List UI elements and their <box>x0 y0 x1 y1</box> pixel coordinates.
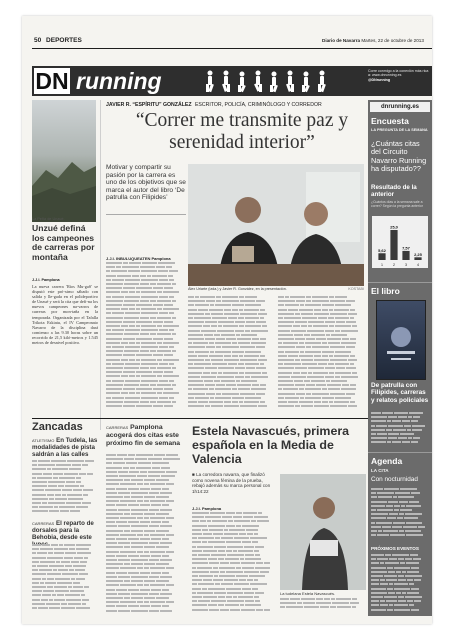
estela-headline: Estela Navascués, primera española en la Media de Valencia <box>192 424 350 466</box>
poll-category-label: 2 <box>392 262 396 267</box>
sidebar <box>368 100 432 616</box>
photo-caption-text: Álex Uriarte (izda.) y Javier R. González, en la presentación. <box>188 287 287 291</box>
folio-right <box>322 38 432 43</box>
issue-date: Martes, 22 de octubre de 2013 <box>361 38 424 43</box>
estela-byline: J.J.I. Pamplona <box>192 506 222 511</box>
estela-bullet <box>192 472 276 494</box>
mountain-photo-icon <box>32 100 96 222</box>
resultado-title: Resultado de la anterior <box>371 184 417 198</box>
proximos-body <box>371 554 429 614</box>
left-story-photo <box>32 100 96 222</box>
interview-role: ESCRITOR, POLICÍA, CRIMINÓLOGO Y CORREDOR <box>194 102 322 108</box>
interview-body-byline: J.J.I. INBULUQUEATEN Pamplona <box>106 256 171 261</box>
interview-byline <box>106 102 366 108</box>
interview-deck: Motivar y compartir su pasión por la carrera es uno de los objetivos que se marca el autor del libro ‘De patrulla con Filipides’ <box>106 164 186 202</box>
encuesta-subtitle: LA PREGUNTA DE LA SEMANA <box>371 128 428 132</box>
poll-bar-label: 5,62 <box>378 247 386 253</box>
sidebar-site: dnrunning.es <box>370 102 430 112</box>
masthead-twitter: @DNrunning <box>368 77 391 82</box>
poll-category-label: 3 <box>404 262 408 267</box>
estela-photo <box>280 474 366 590</box>
poll-bar-label: 2,25 <box>414 251 422 257</box>
zancadas-item1-title: En Tudela, las modalidades de pista saldrán a las calles <box>32 437 98 458</box>
left-story-body: La nueva carrera 'Ríos Mu-gaS' se disputó este pró-ximo sábado con salida y lle-gada en el polideportivo de Unzué y será la cita que defi-na los nuevos campeones na-varros de carreras por mon-taña en la temporada. Organizada por el Tafalla Trikota Eskiatu, el IV Campeonato Navarro de la disciplina dará comienzo a las 9.30 horas sobre un recorrido de 21,5 kiló-metros y 1.545 metros de desnivel positivo. <box>32 284 98 346</box>
chart-background <box>372 216 428 268</box>
zancadas-item1 <box>32 437 98 458</box>
dn-logo: DN <box>35 68 69 94</box>
book-cover-icon <box>377 301 425 379</box>
zancadas-item1-lead: ATLETISMO <box>32 438 55 443</box>
interview-photo <box>188 164 364 286</box>
interview-quote-headline: “Correr me transmite paz y serenidad interior” <box>135 110 349 153</box>
running-logo: running <box>76 68 162 94</box>
column-divider <box>100 100 101 430</box>
poll-bar <box>378 253 385 260</box>
section-name: DEPORTES <box>46 37 82 44</box>
sidebar-rule-2 <box>368 452 432 453</box>
bullet-icon: ■ <box>192 472 197 477</box>
agenda-body <box>371 488 429 540</box>
interview-photo-caption <box>188 287 364 291</box>
poll-category-label: 4 <box>416 262 420 267</box>
zancadas-item2-title: El reparto de dorsales para la Behobia, desde este <box>32 520 94 541</box>
libro-body <box>371 412 429 448</box>
page-number: 50 <box>34 37 42 44</box>
estela-body-col2 <box>280 598 366 614</box>
libro-text: De patrulla con Filipides, carreras y relatos policiales <box>371 382 429 404</box>
top-rule <box>32 48 432 49</box>
carreras-title: acogerá dos citas este próximo fin de semana <box>106 431 181 447</box>
carreras-body <box>106 454 186 614</box>
la-cita: LA CITA <box>371 468 389 473</box>
encuesta-title: Encuesta <box>371 116 409 126</box>
interview-author: JAVIER R. “ESPÍRITU” GONZÁLEZ <box>106 102 192 108</box>
poll-bar <box>390 230 397 260</box>
sidebar-rule <box>368 282 432 283</box>
interview-body-col2 <box>188 296 274 412</box>
poll-bar <box>402 251 409 260</box>
bottom-section-rule <box>32 418 368 419</box>
estela-bullet-text: La corredora navarra, que finalizó como novena fémina de la prueba, rebajó además su marca personal con 1h14:22 <box>192 472 271 494</box>
estela-photo-caption: La tudelana Estela Navascués. <box>280 591 336 596</box>
zancadas-item1-body <box>32 460 98 516</box>
deck-rule <box>106 214 186 215</box>
interview-body-col1 <box>106 262 186 412</box>
poll-bar-label: 7,57 <box>402 245 410 251</box>
photo-credit: KOSTABI <box>348 287 364 291</box>
proximos-eventos: PRÓXIMOS EVENTOS <box>371 546 419 551</box>
agenda-title: Agenda <box>371 456 403 466</box>
carreras-headline <box>106 424 186 447</box>
libro-title: El libro <box>371 286 400 296</box>
nocturnidad-title: Con nocturnidad <box>371 476 418 483</box>
chart-note: ¿Cuántos días a la semana sale a correr? Según la pregunta anterior <box>371 200 423 209</box>
estela-body-col1 <box>192 512 276 614</box>
two-people-photo-icon <box>188 164 364 286</box>
newspaper-page <box>22 16 432 624</box>
zancadas-item2-lead: CARRERAS <box>32 521 55 526</box>
folio-left <box>34 37 82 44</box>
zancadas-title: Zancadas <box>32 421 83 433</box>
left-story-title: Unzué definá los campeones de carreras por montaña <box>32 223 95 262</box>
poll-bar-label: 25,0 <box>390 224 398 230</box>
runners-silhouette-icon <box>204 69 332 93</box>
paper-name: Diario de Navarra <box>322 38 361 43</box>
poll-category-label: 1 <box>380 262 384 267</box>
zancadas-item2-body <box>32 544 98 614</box>
carreras-lead: CARRERAS <box>106 425 129 430</box>
masthead-promo <box>368 69 430 82</box>
left-story-byline: J.J.I. Pamplona <box>32 278 60 282</box>
encuesta-question: ¿Cuántas citas del Circuito Navarro Running ha disputado?? <box>371 139 427 173</box>
book-cover-image <box>376 300 426 380</box>
left-photo-caption: La Peña de Unzué. <box>32 217 65 221</box>
poll-bar <box>414 257 421 260</box>
poll-bar-chart <box>372 216 428 268</box>
interview-body-col3 <box>278 296 364 412</box>
carreras-place: Pamplona <box>130 424 163 431</box>
runner-photo-icon <box>280 474 366 590</box>
masthead-band <box>32 66 432 96</box>
masthead-promo-text: Corre conmigo a la conexión más rica a: www.dnrunning.es <box>368 69 429 78</box>
